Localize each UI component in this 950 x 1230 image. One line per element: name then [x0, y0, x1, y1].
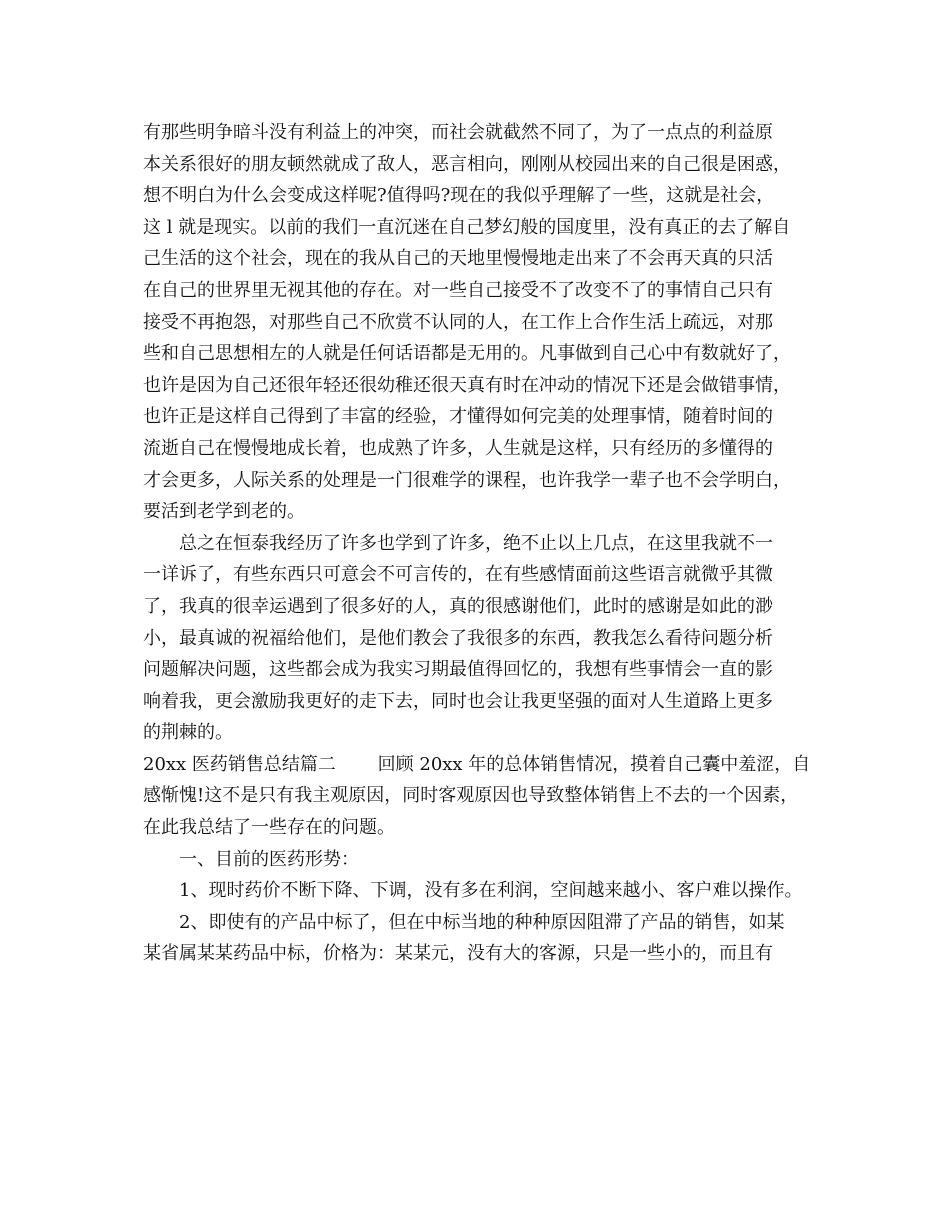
text-line: 了，我真的很幸运遇到了很多好的人，真的很感谢他们，此时的感谢是如此的渺	[143, 595, 773, 617]
text-line: 一详诉了，有些东西只可意会不可言传的，在有些感情面前这些语言就微乎其微	[143, 564, 773, 586]
text-line: 本关系很好的朋友顿然就成了敌人，恶言相向，刚刚从校园出来的自己很是困惑，	[143, 153, 791, 175]
text-line: 问题解决问题，这些都会成为我实习期最值得回忆的，我想有些事情会一直的影	[143, 659, 773, 681]
section-heading-line: 20xx 医药销售总结篇二 回顾 20xx 年的总体销售情况，摸着自己囊中羞涩，自	[143, 753, 811, 775]
text-line: 些和自己思想相左的人就是任何话语都是无用的。凡事做到自己心中有数就好了，	[143, 343, 791, 365]
text-line: 想不明白为什么会变成这样呢?值得吗?现在的我似乎理解了一些，这就是社会，	[143, 185, 775, 207]
text-line: 也许是因为自己还很年轻还很幼稚还很天真有时在冲动的情况下还是会做错事情，	[143, 374, 791, 396]
text-line: 要活到老学到老的。	[143, 501, 305, 523]
list-item-line: 2、即使有的产品中标了，但在中标当地的种种原因阻滞了产品的销售，如某	[143, 911, 785, 933]
subheading-line: 一、目前的医药形势：	[143, 848, 359, 870]
text-line: 小，最真诚的祝福给他们，是他们教会了我很多的东西，教我怎么看待问题分析	[143, 627, 773, 649]
text-line: 在此我总结了一些存在的问题。	[143, 817, 395, 839]
text-line: 响着我，更会激励我更好的走下去，同时也会让我更坚强的面对人生道路上更多	[143, 690, 773, 712]
text-line: 某省属某某药品中标，价格为：某某元，没有大的客源，只是一些小的，而且有	[143, 943, 773, 965]
text-line: 也许正是这样自己得到了丰富的经验，才懂得如何完美的处理事情，随着时间的	[143, 406, 773, 428]
text-line: 的荆棘的。	[143, 722, 233, 744]
text-line: 流逝自己在慢慢地成长着，也成熟了许多，人生就是这样，只有经历的多懂得的	[143, 437, 773, 459]
text-line: 总之在恒泰我经历了许多也学到了许多，绝不止以上几点，在这里我就不一	[143, 532, 773, 554]
text-line: 感惭愧!这不是只有我主观原因，同时客观原因也导致整体销售上不去的一个因素，	[143, 785, 799, 807]
text-line: 己生活的这个社会，现在的我从自己的天地里慢慢地走出来了不会再天真的只活	[143, 248, 773, 270]
text-line: 有那些明争暗斗没有利益上的冲突，而社会就截然不同了，为了一点点的利益原	[143, 122, 773, 143]
text-line: 这 l 就是现实。以前的我们一直沉迷在自己梦幻般的国度里，没有真正的去了解自	[143, 216, 791, 238]
list-item-line: 1、现时药价不断下降、下调，没有多在利润，空间越来越小、客户难以操作。	[143, 880, 803, 902]
document-text-body	[143, 117, 823, 970]
text-line: 在自己的世界里无视其他的存在。对一些自己接受不了改变不了的事情自己只有	[143, 279, 773, 301]
text-line: 接受不再抱怨，对那些自己不欣赏不认同的人，在工作上合作生活上疏远，对那	[143, 311, 773, 333]
text-line: 才会更多，人际关系的处理是一门很难学的课程，也许我学一辈子也不会学明白，	[143, 469, 791, 491]
